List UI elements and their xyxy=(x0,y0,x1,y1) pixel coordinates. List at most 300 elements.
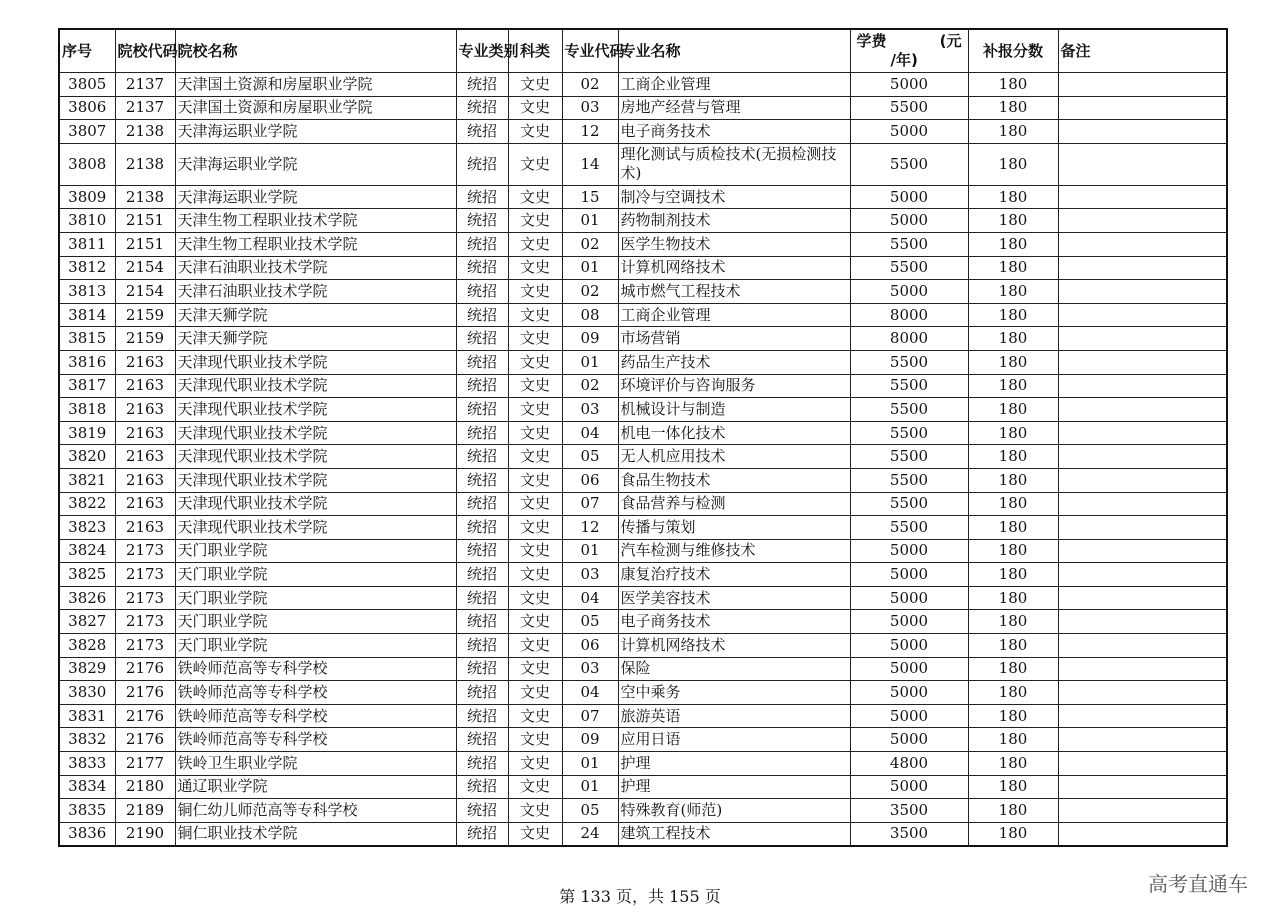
row-major-code: 01 xyxy=(562,256,618,280)
row-type: 统招 xyxy=(456,610,508,634)
row-seq: 3830 xyxy=(59,681,115,705)
row-major-code: 04 xyxy=(562,681,618,705)
row-note xyxy=(1058,610,1227,634)
row-school-name: 天津生物工程职业技术学院 xyxy=(175,209,456,233)
row-type: 统招 xyxy=(456,73,508,97)
row-major-code: 04 xyxy=(562,421,618,445)
row-seq: 3823 xyxy=(59,516,115,540)
table-row xyxy=(59,280,1227,304)
row-note xyxy=(1058,445,1227,469)
row-subject: 文史 xyxy=(508,303,562,327)
row-type: 统招 xyxy=(456,516,508,540)
row-subject: 文史 xyxy=(508,350,562,374)
row-major-name: 工商企业管理 xyxy=(618,73,850,97)
row-school-code: 2163 xyxy=(115,421,175,445)
header-note: 备注 xyxy=(1058,29,1227,73)
row-note xyxy=(1058,634,1227,658)
row-note xyxy=(1058,256,1227,280)
row-fee: 4800 xyxy=(850,752,968,776)
row-seq: 3819 xyxy=(59,421,115,445)
table-row xyxy=(59,775,1227,799)
row-note xyxy=(1058,775,1227,799)
row-major-name: 特殊教育(师范) xyxy=(618,799,850,823)
row-major-name: 空中乘务 xyxy=(618,681,850,705)
row-type: 统招 xyxy=(456,539,508,563)
row-score: 180 xyxy=(968,303,1058,327)
row-school-name: 天津现代职业技术学院 xyxy=(175,468,456,492)
row-note xyxy=(1058,468,1227,492)
row-seq: 3811 xyxy=(59,232,115,256)
row-school-name: 铜仁幼儿师范高等专科学校 xyxy=(175,799,456,823)
row-fee: 5500 xyxy=(850,516,968,540)
row-type: 统招 xyxy=(456,634,508,658)
row-score: 180 xyxy=(968,327,1058,351)
row-score: 180 xyxy=(968,799,1058,823)
row-subject: 文史 xyxy=(508,421,562,445)
row-school-name: 天津海运职业学院 xyxy=(175,143,456,185)
row-score: 180 xyxy=(968,492,1058,516)
table-row xyxy=(59,143,1227,185)
row-type: 统招 xyxy=(456,704,508,728)
row-seq: 3813 xyxy=(59,280,115,304)
row-major-name: 计算机网络技术 xyxy=(618,634,850,658)
row-subject: 文史 xyxy=(508,73,562,97)
row-major-name: 机电一体化技术 xyxy=(618,421,850,445)
row-fee: 5000 xyxy=(850,681,968,705)
row-seq: 3816 xyxy=(59,350,115,374)
row-seq: 3826 xyxy=(59,586,115,610)
row-school-code: 2173 xyxy=(115,563,175,587)
table-row xyxy=(59,445,1227,469)
row-school-name: 天津天狮学院 xyxy=(175,327,456,351)
row-major-name: 旅游英语 xyxy=(618,704,850,728)
row-fee: 5000 xyxy=(850,657,968,681)
row-seq: 3824 xyxy=(59,539,115,563)
row-seq: 3805 xyxy=(59,73,115,97)
row-major-name: 无人机应用技术 xyxy=(618,445,850,469)
row-fee: 5000 xyxy=(850,704,968,728)
table-row xyxy=(59,185,1227,209)
row-type: 统招 xyxy=(456,563,508,587)
row-subject: 文史 xyxy=(508,704,562,728)
table-row xyxy=(59,468,1227,492)
row-school-code: 2180 xyxy=(115,775,175,799)
row-seq: 3836 xyxy=(59,822,115,846)
row-major-name: 护理 xyxy=(618,752,850,776)
row-seq: 3832 xyxy=(59,728,115,752)
row-fee: 5000 xyxy=(850,728,968,752)
table-row xyxy=(59,256,1227,280)
row-school-code: 2163 xyxy=(115,516,175,540)
row-type: 统招 xyxy=(456,398,508,422)
row-subject: 文史 xyxy=(508,634,562,658)
table-row xyxy=(59,610,1227,634)
row-school-code: 2173 xyxy=(115,586,175,610)
row-type: 统招 xyxy=(456,120,508,144)
row-school-name: 天津海运职业学院 xyxy=(175,185,456,209)
row-note xyxy=(1058,728,1227,752)
row-school-name: 天津国土资源和房屋职业学院 xyxy=(175,96,456,120)
row-major-code: 06 xyxy=(562,634,618,658)
row-note xyxy=(1058,704,1227,728)
row-school-name: 天津国土资源和房屋职业学院 xyxy=(175,73,456,97)
row-subject: 文史 xyxy=(508,775,562,799)
row-major-name: 市场营销 xyxy=(618,327,850,351)
row-school-code: 2137 xyxy=(115,96,175,120)
row-school-name: 天津现代职业技术学院 xyxy=(175,492,456,516)
row-fee: 5500 xyxy=(850,96,968,120)
row-school-code: 2177 xyxy=(115,752,175,776)
row-score: 180 xyxy=(968,610,1058,634)
row-school-code: 2163 xyxy=(115,350,175,374)
row-fee: 5000 xyxy=(850,586,968,610)
row-school-code: 2163 xyxy=(115,445,175,469)
row-school-code: 2163 xyxy=(115,492,175,516)
row-note xyxy=(1058,799,1227,823)
row-note xyxy=(1058,586,1227,610)
header-school-code: 院校代码 xyxy=(115,29,175,73)
row-school-name: 铁岭师范高等专科学校 xyxy=(175,657,456,681)
table-row xyxy=(59,209,1227,233)
row-subject: 文史 xyxy=(508,143,562,185)
row-fee: 5000 xyxy=(850,563,968,587)
row-major-code: 09 xyxy=(562,327,618,351)
row-school-name: 天门职业学院 xyxy=(175,586,456,610)
row-note xyxy=(1058,232,1227,256)
row-school-name: 天津现代职业技术学院 xyxy=(175,398,456,422)
row-major-name: 电子商务技术 xyxy=(618,610,850,634)
row-type: 统招 xyxy=(456,822,508,846)
row-school-code: 2138 xyxy=(115,185,175,209)
row-major-code: 02 xyxy=(562,280,618,304)
table-row xyxy=(59,374,1227,398)
row-major-name: 食品生物技术 xyxy=(618,468,850,492)
row-major-name: 工商企业管理 xyxy=(618,303,850,327)
header-fee-unit-close: /年) xyxy=(890,51,918,69)
row-type: 统招 xyxy=(456,421,508,445)
row-school-code: 2159 xyxy=(115,303,175,327)
row-score: 180 xyxy=(968,421,1058,445)
row-score: 180 xyxy=(968,120,1058,144)
page-footer: 第 133 页，共 155 页 xyxy=(559,887,721,906)
row-subject: 文史 xyxy=(508,752,562,776)
header-major-code: 专业代码 xyxy=(562,29,618,73)
table-row xyxy=(59,586,1227,610)
row-school-name: 天门职业学院 xyxy=(175,634,456,658)
row-subject: 文史 xyxy=(508,539,562,563)
row-school-code: 2138 xyxy=(115,120,175,144)
row-major-code: 01 xyxy=(562,539,618,563)
row-score: 180 xyxy=(968,586,1058,610)
row-major-code: 06 xyxy=(562,468,618,492)
row-major-code: 04 xyxy=(562,586,618,610)
row-seq: 3825 xyxy=(59,563,115,587)
row-subject: 文史 xyxy=(508,120,562,144)
row-score: 180 xyxy=(968,209,1058,233)
row-subject: 文史 xyxy=(508,445,562,469)
row-score: 180 xyxy=(968,350,1058,374)
row-note xyxy=(1058,327,1227,351)
header-subject: 科类 xyxy=(508,29,562,73)
row-major-code: 02 xyxy=(562,374,618,398)
row-school-code: 2151 xyxy=(115,232,175,256)
row-school-name: 铁岭师范高等专科学校 xyxy=(175,681,456,705)
row-subject: 文史 xyxy=(508,681,562,705)
row-note xyxy=(1058,681,1227,705)
row-major-name: 保险 xyxy=(618,657,850,681)
row-subject: 文史 xyxy=(508,516,562,540)
row-major-code: 01 xyxy=(562,775,618,799)
row-school-code: 2176 xyxy=(115,728,175,752)
row-school-code: 2173 xyxy=(115,539,175,563)
row-score: 180 xyxy=(968,143,1058,185)
row-school-code: 2163 xyxy=(115,374,175,398)
row-note xyxy=(1058,657,1227,681)
row-major-code: 12 xyxy=(562,120,618,144)
row-score: 180 xyxy=(968,516,1058,540)
row-note xyxy=(1058,73,1227,97)
row-type: 统招 xyxy=(456,232,508,256)
row-score: 180 xyxy=(968,468,1058,492)
row-type: 统招 xyxy=(456,256,508,280)
row-major-code: 02 xyxy=(562,73,618,97)
row-major-code: 03 xyxy=(562,96,618,120)
row-school-code: 2173 xyxy=(115,634,175,658)
row-note xyxy=(1058,96,1227,120)
row-major-code: 08 xyxy=(562,303,618,327)
row-subject: 文史 xyxy=(508,468,562,492)
row-score: 180 xyxy=(968,96,1058,120)
row-major-name: 计算机网络技术 xyxy=(618,256,850,280)
row-fee: 5500 xyxy=(850,350,968,374)
table-row xyxy=(59,421,1227,445)
row-fee: 5500 xyxy=(850,232,968,256)
row-major-name: 建筑工程技术 xyxy=(618,822,850,846)
admission-table xyxy=(58,28,1228,847)
table-row xyxy=(59,563,1227,587)
row-score: 180 xyxy=(968,657,1058,681)
row-type: 统招 xyxy=(456,374,508,398)
row-score: 180 xyxy=(968,398,1058,422)
row-type: 统招 xyxy=(456,775,508,799)
row-seq: 3818 xyxy=(59,398,115,422)
header-school-name: 院校名称 xyxy=(175,29,456,73)
row-major-name: 药物制剂技术 xyxy=(618,209,850,233)
row-type: 统招 xyxy=(456,681,508,705)
row-note xyxy=(1058,350,1227,374)
row-seq: 3835 xyxy=(59,799,115,823)
row-major-code: 14 xyxy=(562,143,618,185)
row-school-name: 天津现代职业技术学院 xyxy=(175,445,456,469)
row-school-name: 天津现代职业技术学院 xyxy=(175,516,456,540)
row-fee: 5500 xyxy=(850,492,968,516)
header-type: 专业类别 xyxy=(456,29,508,73)
row-type: 统招 xyxy=(456,468,508,492)
row-score: 180 xyxy=(968,73,1058,97)
row-score: 180 xyxy=(968,280,1058,304)
row-major-name: 理化测试与质检技术(无损检测技术) xyxy=(618,143,850,185)
row-major-name: 房地产经营与管理 xyxy=(618,96,850,120)
row-note xyxy=(1058,209,1227,233)
row-fee: 5000 xyxy=(850,539,968,563)
row-type: 统招 xyxy=(456,445,508,469)
row-score: 180 xyxy=(968,634,1058,658)
row-note xyxy=(1058,303,1227,327)
row-major-name: 汽车检测与维修技术 xyxy=(618,539,850,563)
row-note xyxy=(1058,143,1227,185)
row-type: 统招 xyxy=(456,185,508,209)
row-major-code: 15 xyxy=(562,185,618,209)
row-type: 统招 xyxy=(456,303,508,327)
row-school-code: 2138 xyxy=(115,143,175,185)
row-school-code: 2163 xyxy=(115,468,175,492)
table-row xyxy=(59,516,1227,540)
table-row xyxy=(59,704,1227,728)
row-school-code: 2176 xyxy=(115,681,175,705)
table-row xyxy=(59,681,1227,705)
row-subject: 文史 xyxy=(508,209,562,233)
row-subject: 文史 xyxy=(508,586,562,610)
row-seq: 3810 xyxy=(59,209,115,233)
row-major-code: 03 xyxy=(562,563,618,587)
row-subject: 文史 xyxy=(508,327,562,351)
row-major-code: 05 xyxy=(562,445,618,469)
row-fee: 5000 xyxy=(850,634,968,658)
row-major-name: 机械设计与制造 xyxy=(618,398,850,422)
header-fee xyxy=(850,29,968,73)
row-major-name: 制冷与空调技术 xyxy=(618,185,850,209)
row-major-name: 城市燃气工程技术 xyxy=(618,280,850,304)
row-seq: 3821 xyxy=(59,468,115,492)
row-score: 180 xyxy=(968,232,1058,256)
row-fee: 5000 xyxy=(850,209,968,233)
row-subject: 文史 xyxy=(508,657,562,681)
row-major-code: 02 xyxy=(562,232,618,256)
row-school-code: 2176 xyxy=(115,704,175,728)
table-row xyxy=(59,350,1227,374)
row-school-code: 2190 xyxy=(115,822,175,846)
header-seq: 序号 xyxy=(59,29,115,73)
row-subject: 文史 xyxy=(508,799,562,823)
row-major-code: 01 xyxy=(562,209,618,233)
table-row xyxy=(59,398,1227,422)
row-fee: 5500 xyxy=(850,374,968,398)
row-seq: 3806 xyxy=(59,96,115,120)
row-fee: 5000 xyxy=(850,775,968,799)
row-seq: 3812 xyxy=(59,256,115,280)
row-subject: 文史 xyxy=(508,610,562,634)
row-major-name: 康复治疗技术 xyxy=(618,563,850,587)
row-major-code: 07 xyxy=(562,492,618,516)
row-school-code: 2176 xyxy=(115,657,175,681)
row-school-code: 2189 xyxy=(115,799,175,823)
row-score: 180 xyxy=(968,539,1058,563)
row-major-name: 护理 xyxy=(618,775,850,799)
row-school-code: 2154 xyxy=(115,256,175,280)
row-type: 统招 xyxy=(456,209,508,233)
row-major-code: 07 xyxy=(562,704,618,728)
row-school-name: 天门职业学院 xyxy=(175,610,456,634)
row-school-code: 2159 xyxy=(115,327,175,351)
row-seq: 3814 xyxy=(59,303,115,327)
row-fee: 5000 xyxy=(850,610,968,634)
row-school-code: 2137 xyxy=(115,73,175,97)
table-row xyxy=(59,303,1227,327)
row-seq: 3822 xyxy=(59,492,115,516)
row-score: 180 xyxy=(968,256,1058,280)
row-type: 统招 xyxy=(456,586,508,610)
row-major-name: 电子商务技术 xyxy=(618,120,850,144)
row-type: 统招 xyxy=(456,799,508,823)
row-school-name: 铁岭师范高等专科学校 xyxy=(175,728,456,752)
row-subject: 文史 xyxy=(508,374,562,398)
row-school-name: 天津石油职业技术学院 xyxy=(175,280,456,304)
row-school-name: 天津现代职业技术学院 xyxy=(175,374,456,398)
row-school-name: 天津现代职业技术学院 xyxy=(175,350,456,374)
row-seq: 3828 xyxy=(59,634,115,658)
row-seq: 3834 xyxy=(59,775,115,799)
row-type: 统招 xyxy=(456,728,508,752)
row-type: 统招 xyxy=(456,143,508,185)
row-fee: 5500 xyxy=(850,421,968,445)
row-seq: 3815 xyxy=(59,327,115,351)
header-score: 补报分数 xyxy=(968,29,1058,73)
row-note xyxy=(1058,120,1227,144)
row-subject: 文史 xyxy=(508,822,562,846)
row-major-code: 24 xyxy=(562,822,618,846)
table-row xyxy=(59,327,1227,351)
row-major-name: 传播与策划 xyxy=(618,516,850,540)
row-subject: 文史 xyxy=(508,563,562,587)
row-major-code: 05 xyxy=(562,799,618,823)
row-seq: 3829 xyxy=(59,657,115,681)
row-fee: 3500 xyxy=(850,799,968,823)
row-seq: 3827 xyxy=(59,610,115,634)
row-fee: 5500 xyxy=(850,445,968,469)
row-school-code: 2173 xyxy=(115,610,175,634)
row-score: 180 xyxy=(968,185,1058,209)
row-score: 180 xyxy=(968,681,1058,705)
table-row xyxy=(59,657,1227,681)
row-type: 统招 xyxy=(456,657,508,681)
row-school-name: 天门职业学院 xyxy=(175,539,456,563)
table-row xyxy=(59,492,1227,516)
row-score: 180 xyxy=(968,752,1058,776)
row-type: 统招 xyxy=(456,280,508,304)
row-school-name: 天津生物工程职业技术学院 xyxy=(175,232,456,256)
row-note xyxy=(1058,374,1227,398)
row-seq: 3807 xyxy=(59,120,115,144)
row-school-code: 2154 xyxy=(115,280,175,304)
row-fee: 5000 xyxy=(850,120,968,144)
row-fee: 5000 xyxy=(850,185,968,209)
row-fee: 5500 xyxy=(850,468,968,492)
row-score: 180 xyxy=(968,704,1058,728)
row-school-code: 2151 xyxy=(115,209,175,233)
row-major-code: 03 xyxy=(562,657,618,681)
row-subject: 文史 xyxy=(508,492,562,516)
row-type: 统招 xyxy=(456,752,508,776)
row-seq: 3809 xyxy=(59,185,115,209)
row-major-name: 医学美容技术 xyxy=(618,586,850,610)
row-school-name: 天津石油职业技术学院 xyxy=(175,256,456,280)
row-major-code: 12 xyxy=(562,516,618,540)
header-major-name: 专业名称 xyxy=(618,29,850,73)
table-row xyxy=(59,822,1227,846)
row-fee: 5000 xyxy=(850,280,968,304)
row-school-name: 天津天狮学院 xyxy=(175,303,456,327)
row-score: 180 xyxy=(968,563,1058,587)
